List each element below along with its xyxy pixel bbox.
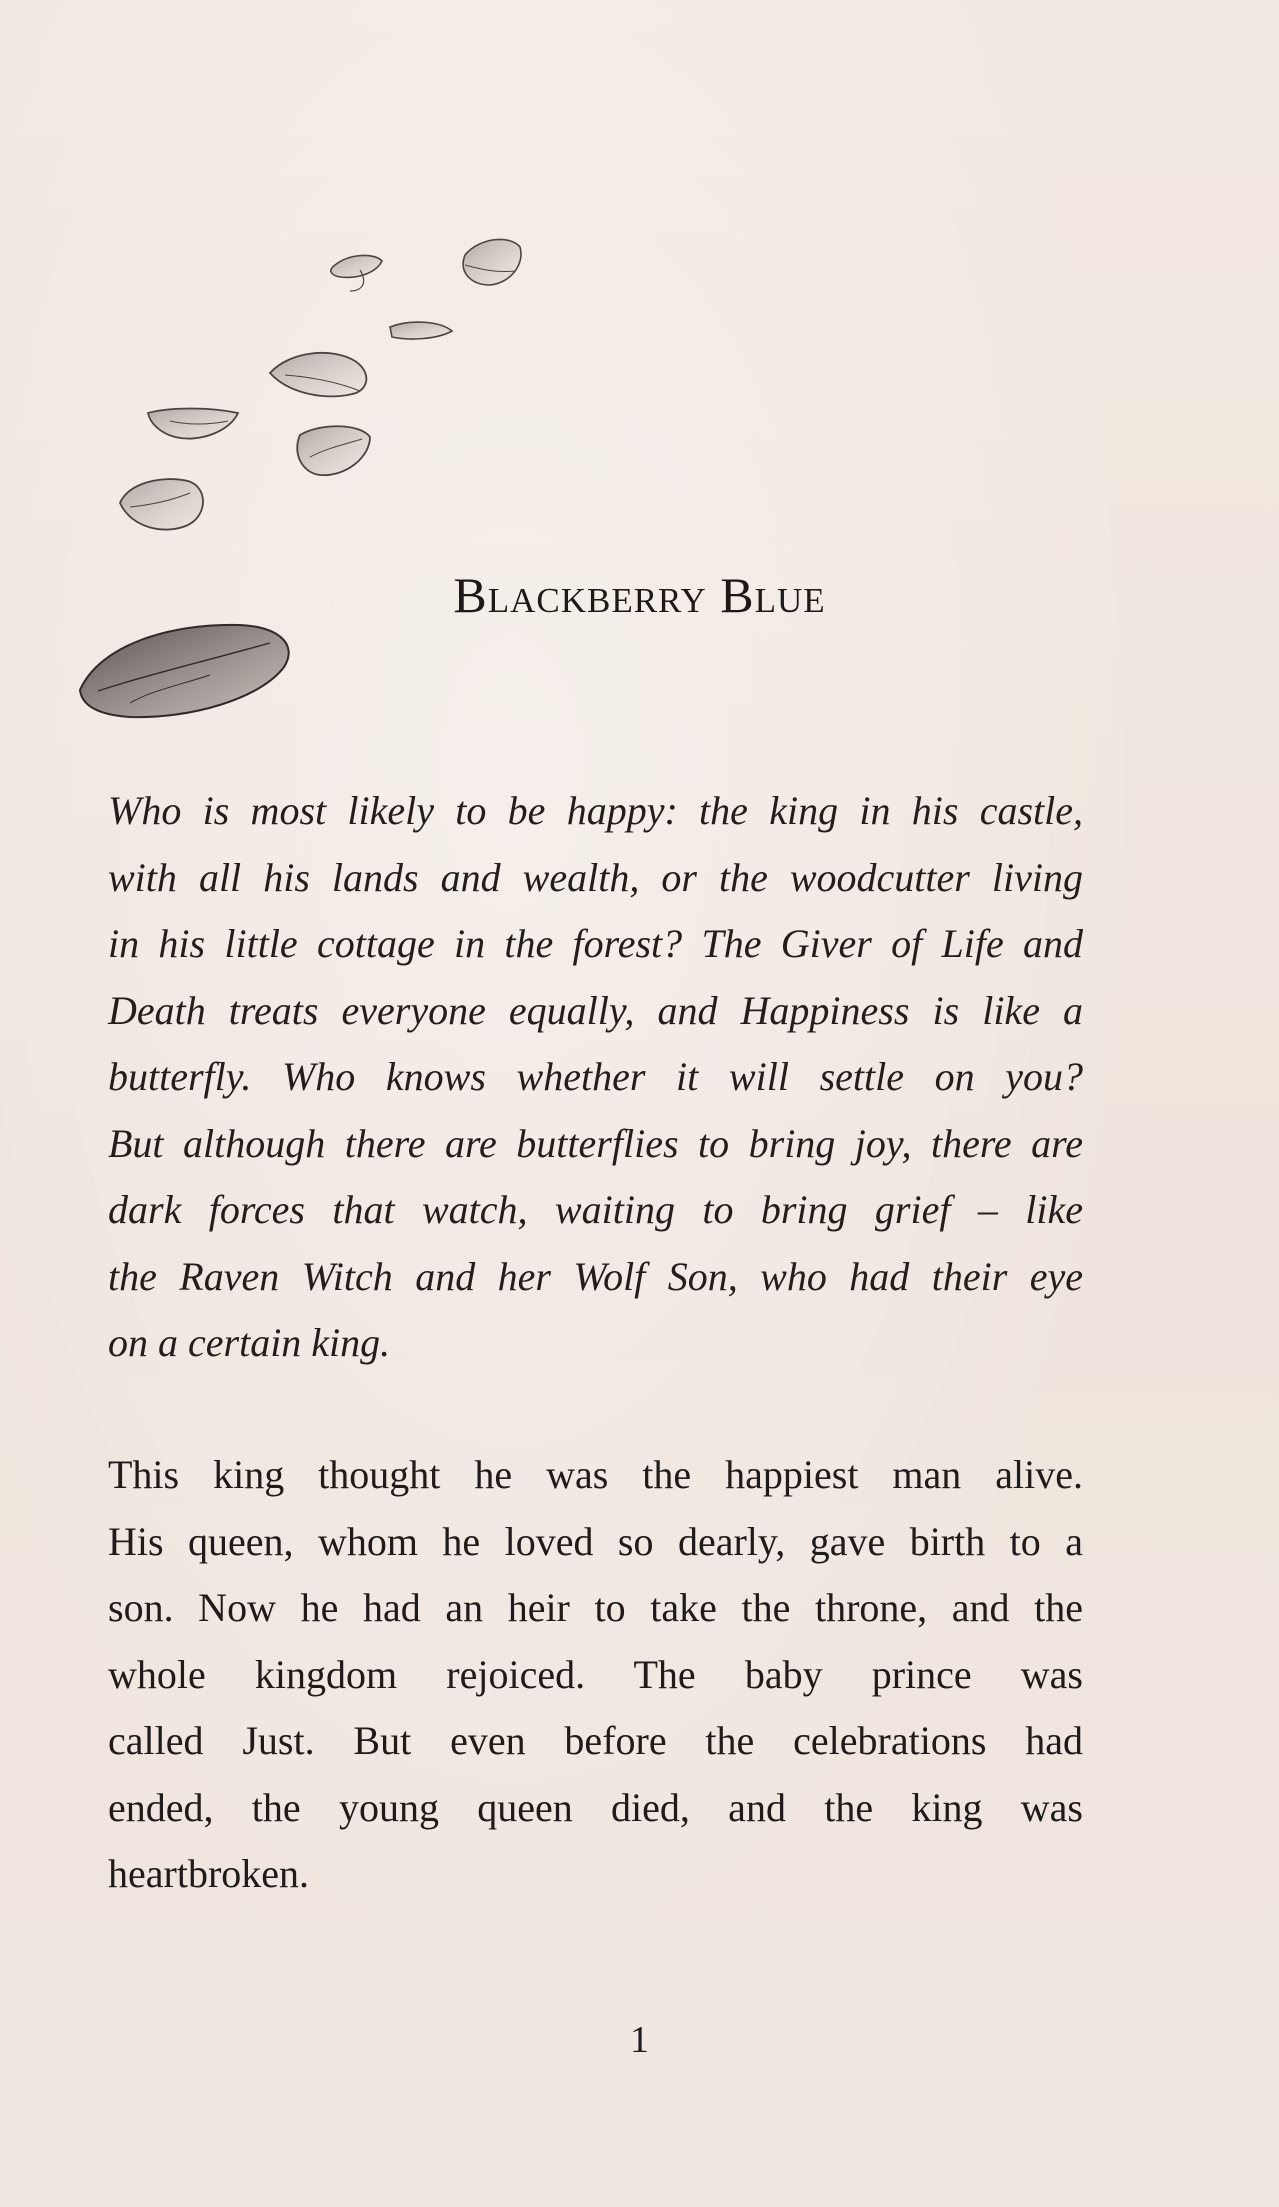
intro-line: Death treats everyone equally, and Happiness is like a: [108, 987, 1083, 1033]
body-line: This king thought he was the happiest man alive.: [108, 1452, 1083, 1497]
intro-line: on a certain king.: [108, 1320, 391, 1365]
petal-icon: [297, 426, 370, 475]
petal-icon: [331, 255, 382, 291]
body-line: heartbroken.: [108, 1851, 310, 1896]
intro-line: in his little cottage in the forest? The Giver of Life and: [108, 921, 1083, 966]
falling-petals-illustration: [70, 225, 710, 745]
intro-line: Who is most likely to be happy: the king in his castle,: [108, 788, 1083, 833]
body-line: called Just. But even before the celebrations had: [108, 1718, 1083, 1763]
petal-icon: [80, 625, 289, 717]
intro-line: But although there are butterflies to bring joy, there are: [108, 1120, 1083, 1166]
petal-icon: [148, 409, 238, 439]
intro-line: butterfly. Who knows whether it will settle on you?: [108, 1054, 1083, 1099]
chapter-title: Blackberry Blue: [453, 567, 826, 623]
chapter-intro: [108, 778, 1083, 1377]
petal-icon: [120, 479, 203, 530]
intro-line: dark forces that watch, waiting to bring grief – like: [108, 1187, 1083, 1232]
page-number: 1: [630, 2019, 649, 2061]
petal-icon: [270, 353, 366, 397]
body-line: son. Now he had an heir to take the throne, and the: [108, 1585, 1083, 1630]
body-line: ended, the young queen died, and the king was: [108, 1784, 1083, 1830]
intro-line: with all his lands and wealth, or the woodcutter living: [108, 854, 1083, 900]
body-paragraph: [108, 1442, 1083, 1908]
intro-line: the Raven Witch and her Wolf Son, who had their eye: [108, 1253, 1083, 1299]
petal-icon: [390, 322, 452, 339]
petal-icon: [463, 239, 521, 285]
body-line: whole kingdom rejoiced. The baby prince was: [108, 1651, 1083, 1697]
body-line: His queen, whom he loved so dearly, gave birth to a: [108, 1518, 1083, 1564]
